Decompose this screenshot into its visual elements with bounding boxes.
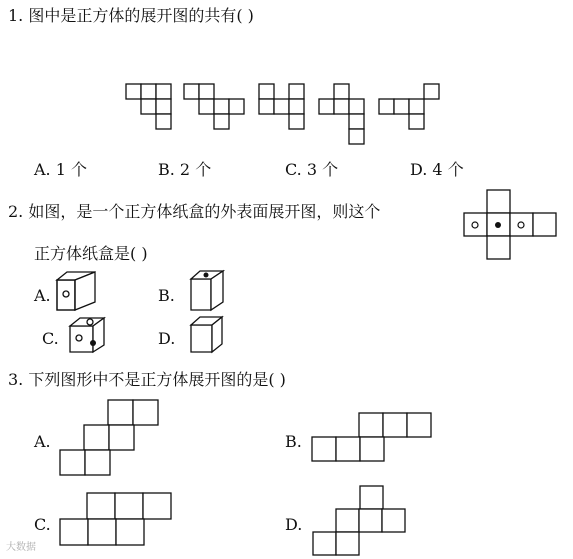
q2-cube-c xyxy=(70,318,104,352)
q1-net-2 xyxy=(184,84,244,129)
q3-net-c xyxy=(60,493,171,545)
q1-option-d: D. 4 个 xyxy=(410,160,464,179)
q2-net xyxy=(464,190,556,259)
q2-option-d: D. xyxy=(158,329,176,348)
q1-net-3 xyxy=(259,84,304,129)
q3-stem: 3. 下列图形中不是正方体展开图的是( ) xyxy=(8,370,286,389)
q3-net-b xyxy=(312,413,431,461)
q2-stem-line1: 2. 如图，是一个正方体纸盒的外表面展开图，则这个 xyxy=(8,202,381,221)
q2-cube-d xyxy=(191,317,222,352)
q2-option-a: A. xyxy=(34,286,51,305)
q1-option-a: A. 1 个 xyxy=(34,160,87,179)
q2-option-b: B. xyxy=(158,286,175,305)
q2-stem-line2: 正方体纸盒是( ) xyxy=(34,244,148,263)
q3-option-d: D. xyxy=(285,515,303,534)
q1-stem: 1. 图中是正方体的展开图的共有( ) xyxy=(8,6,254,25)
q3-option-c: C. xyxy=(34,515,51,534)
watermark: 大数据 xyxy=(6,542,36,553)
q1-option-c: C. 3 个 xyxy=(285,160,339,179)
q2-option-c: C. xyxy=(42,329,59,348)
q3-option-a: A. xyxy=(34,432,51,451)
q3-net-a xyxy=(60,400,158,475)
q1-net-4 xyxy=(319,84,364,144)
q2-cube-a xyxy=(57,272,95,310)
q1-net-1 xyxy=(126,84,171,129)
q1-net-5 xyxy=(379,84,439,129)
q1-option-b: B. 2 个 xyxy=(158,160,212,179)
q2-cube-b xyxy=(191,271,223,310)
q3-net-d xyxy=(313,486,405,555)
q3-option-b: B. xyxy=(285,432,302,451)
